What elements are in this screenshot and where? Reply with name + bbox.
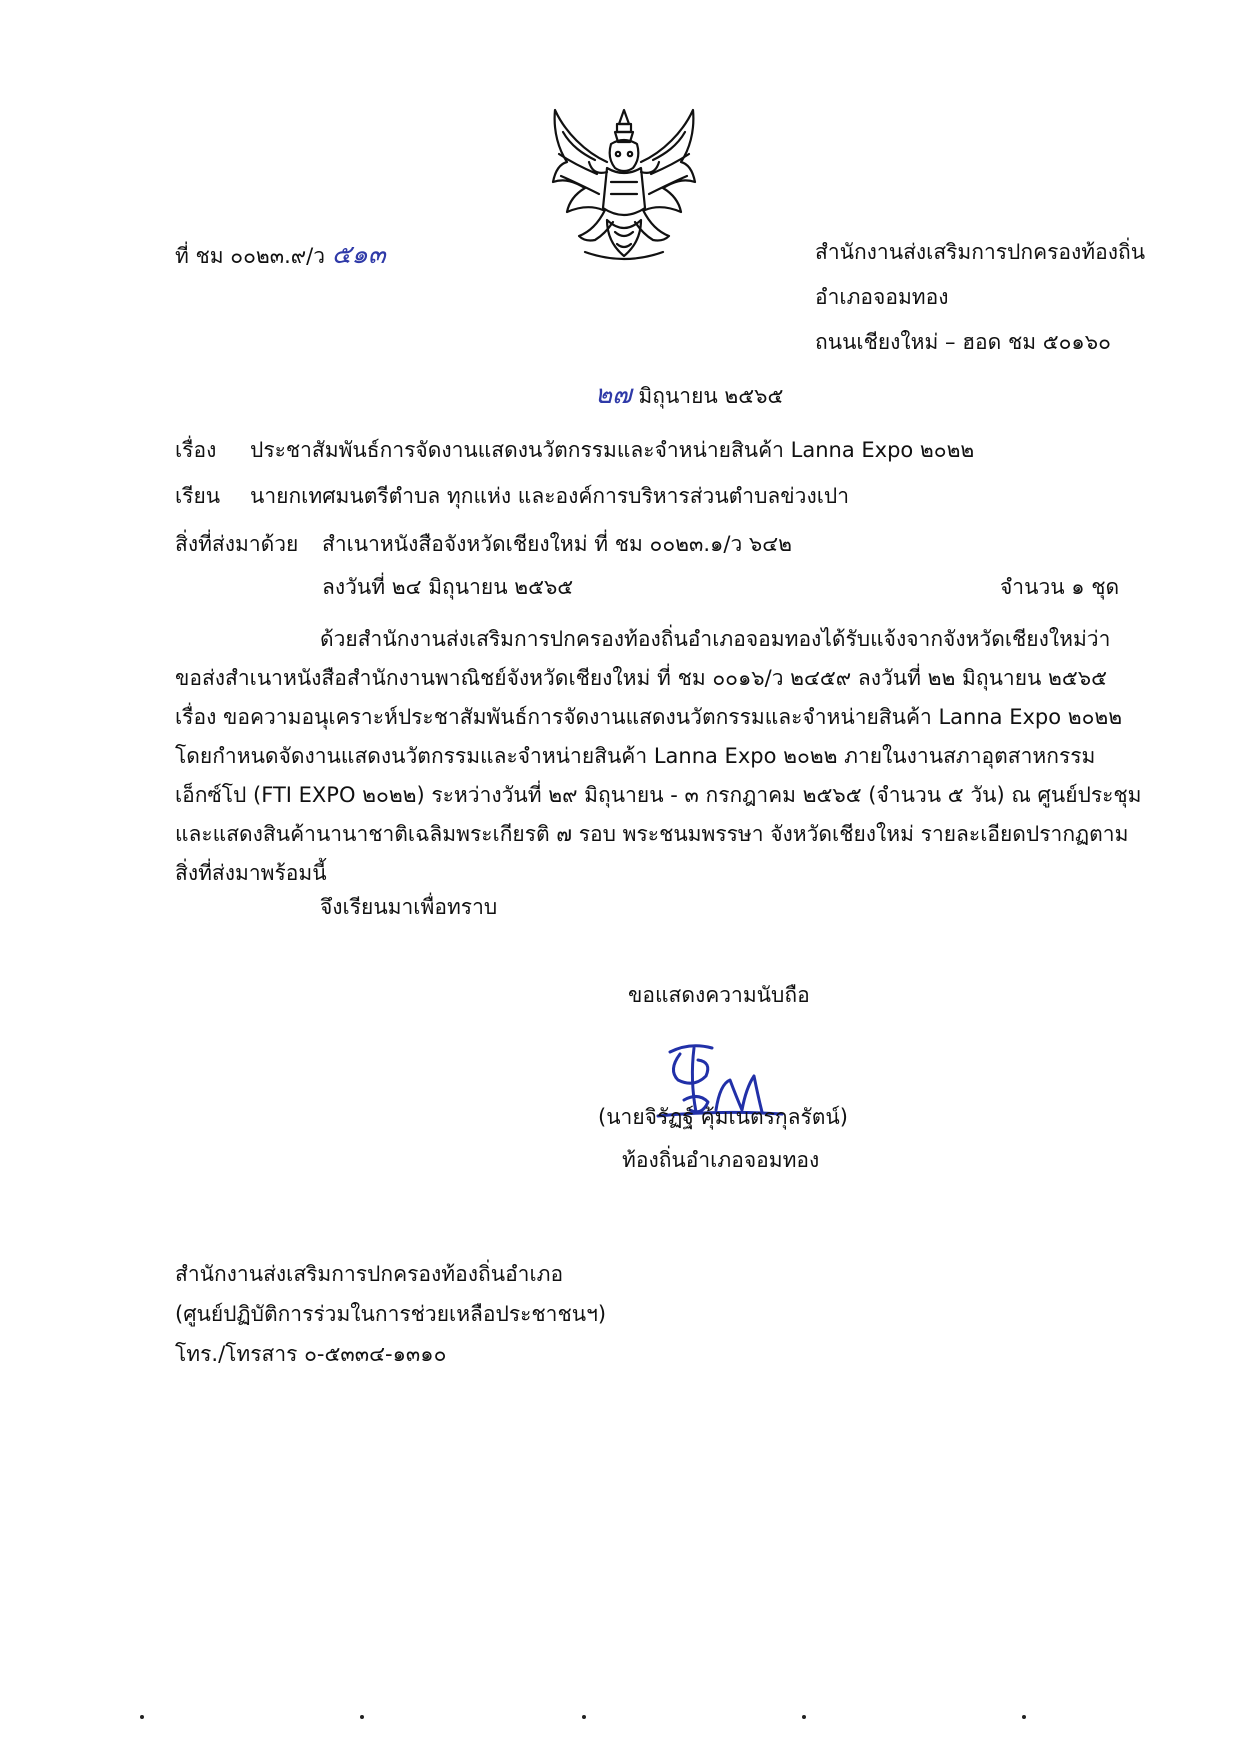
- reference-prefix: ที่ ชม ๐๐๒๓.๙/ว: [175, 244, 326, 268]
- enclosure-line-1: สำเนาหนังสือจังหวัดเชียงใหม่ ที่ ชม ๐๐๒๓.๑/ว ๖๔๒: [322, 532, 792, 556]
- recipient-label: เรียน: [175, 484, 221, 508]
- date-month-year: มิถุนายน ๒๕๖๕: [638, 384, 784, 408]
- subject-label: เรื่อง: [175, 438, 217, 462]
- office-line-2: อำเภอจอมทอง: [815, 285, 949, 309]
- recipient-text: นายกเทศมนตรีตำบล ทุกแห่ง และองค์การบริหารส่วนตำบลข่วงเปา: [250, 484, 850, 508]
- body-line: ด้วยสำนักงานส่งเสริมการปกครองท้องถิ่นอำเภอจอมทองได้รับแจ้งจากจังหวัดเชียงใหม่ว่า: [320, 627, 1111, 651]
- body-line: เรื่อง ขอความอนุเคราะห์ประชาสัมพันธ์การจัดงานแสดงนวัตกรรมและจำหน่ายสินค้า Lanna Expo ๒๐๒๒: [175, 705, 1123, 729]
- body-paragraph: [175, 620, 1150, 893]
- reference-number-handwritten: ๕๑๓: [331, 240, 386, 270]
- signatory-position: ท้องถิ่นอำเภอจอมทอง: [622, 1148, 820, 1172]
- scan-mark: [140, 1715, 144, 1719]
- footer-line-3: โทร./โทรสาร ๐-๕๓๓๔-๑๓๑๐: [175, 1342, 447, 1366]
- body-line: ขอส่งสำเนาหนังสือสำนักงานพาณิชย์จังหวัดเชียงใหม่ ที่ ชม ๐๐๑๖/ว ๒๔๕๙ ลงวันที่ ๒๒ มิถุนายน ๒๕๖๕: [175, 666, 1108, 690]
- scan-mark: [582, 1715, 586, 1719]
- subject-text: ประชาสัมพันธ์การจัดงานแสดงนวัตกรรมและจำหน่ายสินค้า Lanna Expo ๒๐๒๒: [250, 438, 975, 462]
- scan-mark: [802, 1715, 806, 1719]
- enclosure-line-2: ลงวันที่ ๒๔ มิถุนายน ๒๕๖๕: [322, 575, 574, 599]
- footer-line-1: สำนักงานส่งเสริมการปกครองท้องถิ่นอำเภอ: [175, 1262, 564, 1286]
- regards-text: ขอแสดงความนับถือ: [628, 983, 810, 1007]
- office-line-1: สำนักงานส่งเสริมการปกครองท้องถิ่น: [815, 240, 1146, 264]
- enclosure-label: สิ่งที่ส่งมาด้วย: [175, 532, 299, 556]
- footer-line-2: (ศูนย์ปฏิบัติการร่วมในการช่วยเหลือประชาชนฯ): [175, 1302, 607, 1326]
- date-day-handwritten: ๒๗: [595, 380, 632, 410]
- body-line: และแสดงสินค้านานาชาติเฉลิมพระเกียรติ ๗ รอบ พระชนมพรรษา จังหวัดเชียงใหม่ รายละเอียดปรากฏตาม: [175, 822, 1129, 846]
- body-line: เอ็กซ์โป (FTI EXPO ๒๐๒๒) ระหว่างวันที่ ๒๙ มิถุนายน - ๓ กรกฎาคม ๒๕๖๕ (จำนวน ๕ วัน) ณ ศูนย์ประชุม: [175, 783, 1142, 807]
- scan-mark: [1022, 1715, 1026, 1719]
- office-line-3: ถนนเชียงใหม่ – ฮอด ชม ๕๐๑๖๐: [815, 330, 1111, 354]
- reference-number: [175, 240, 386, 271]
- body-line: โดยกำหนดจัดงานแสดงนวัตกรรมและจำหน่ายสินค้า Lanna Expo ๒๐๒๒ ภายในงานสภาอุตสาหกรรม: [175, 744, 1096, 768]
- enclosure-quantity: จำนวน ๑ ชุด: [1000, 575, 1120, 599]
- document-date: [595, 380, 783, 411]
- garuda-emblem-icon: [545, 102, 703, 270]
- closing-text: จึงเรียนมาเพื่อทราบ: [320, 895, 498, 919]
- signatory-name: (นายจิรัฏฐ์ คุ้มเนตรกุลรัตน์): [598, 1105, 848, 1129]
- scan-mark: [360, 1715, 364, 1719]
- body-line: สิ่งที่ส่งมาพร้อมนี้: [175, 861, 327, 885]
